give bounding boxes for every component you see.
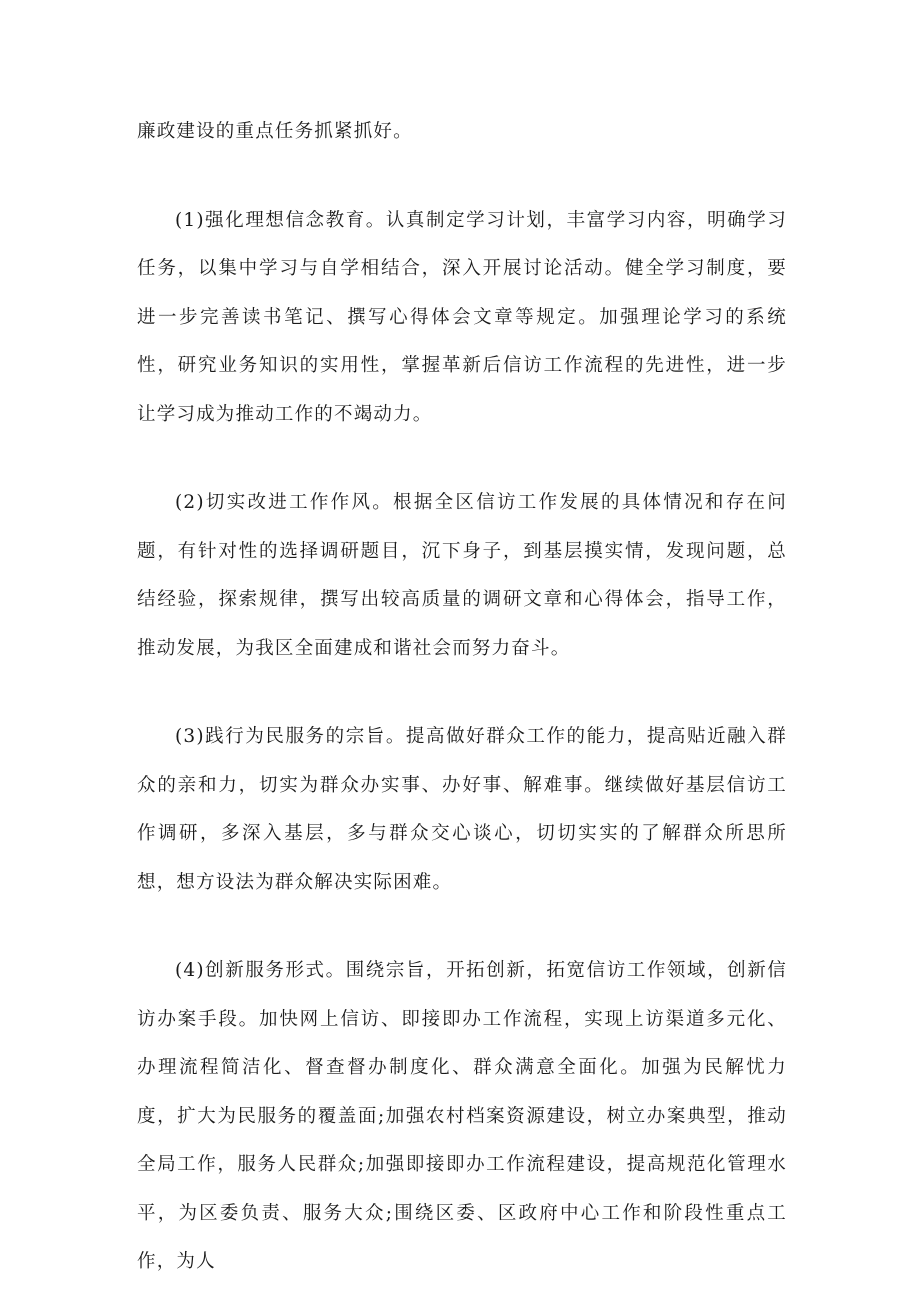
- paragraph-continuation: 廉政建设的重点任务抓紧抓好。: [137, 121, 413, 142]
- paragraph-item-4: (4)创新服务形式。围绕宗旨，开拓创新，拓宽信访工作领域，创新信访办案手段。加快网上信访、即接即办工作流程，实现上访渠道多元化、办理流程简洁化、督查督办制度化、群众满意全面化。加强为民解忧力度，扩大为民服务的覆盖面;加强农村档案资源建设，树立办案典型，推动全局工作，服务人民群众;加强即接即办工作流程建设，提高规范化管理水平，为区委负责、服务大众;围绕区委、区政府中心工作和阶段性重点工作，为人: [137, 960, 787, 1272]
- paragraph-item-3: (3)践行为民服务的宗旨。提高做好群众工作的能力，提高贴近融入群众的亲和力，切实为群众办实事、办好事、解难事。继续做好基层信访工作调研，多深入基层，多与群众交心谈心，切切实实的了解群众所思所想，想方设法为群众解决实际困难。: [137, 726, 787, 893]
- document-body: [137, 108, 787, 1287]
- paragraph-item-1: (1)强化理想信念教育。认真制定学习计划，丰富学习内容，明确学习任务，以集中学习与自学相结合，深入开展讨论活动。健全学习制度，要进一步完善读书笔记、撰写心得体会文章等规定。加强理论学习的系统性，研究业务知识的实用性，掌握革新后信访工作流程的先进性，进一步让学习成为推动工作的不竭动力。: [137, 209, 787, 425]
- paragraph-item-2: (2)切实改进工作作风。根据全区信访工作发展的具体情况和存在问题，有针对性的选择调研题目，沉下身子，到基层摸实情，发现问题，总结经验，探索规律，撰写出较高质量的调研文章和心得体会，指导工作，推动发展，为我区全面建成和谐社会而努力奋斗。: [137, 492, 787, 659]
